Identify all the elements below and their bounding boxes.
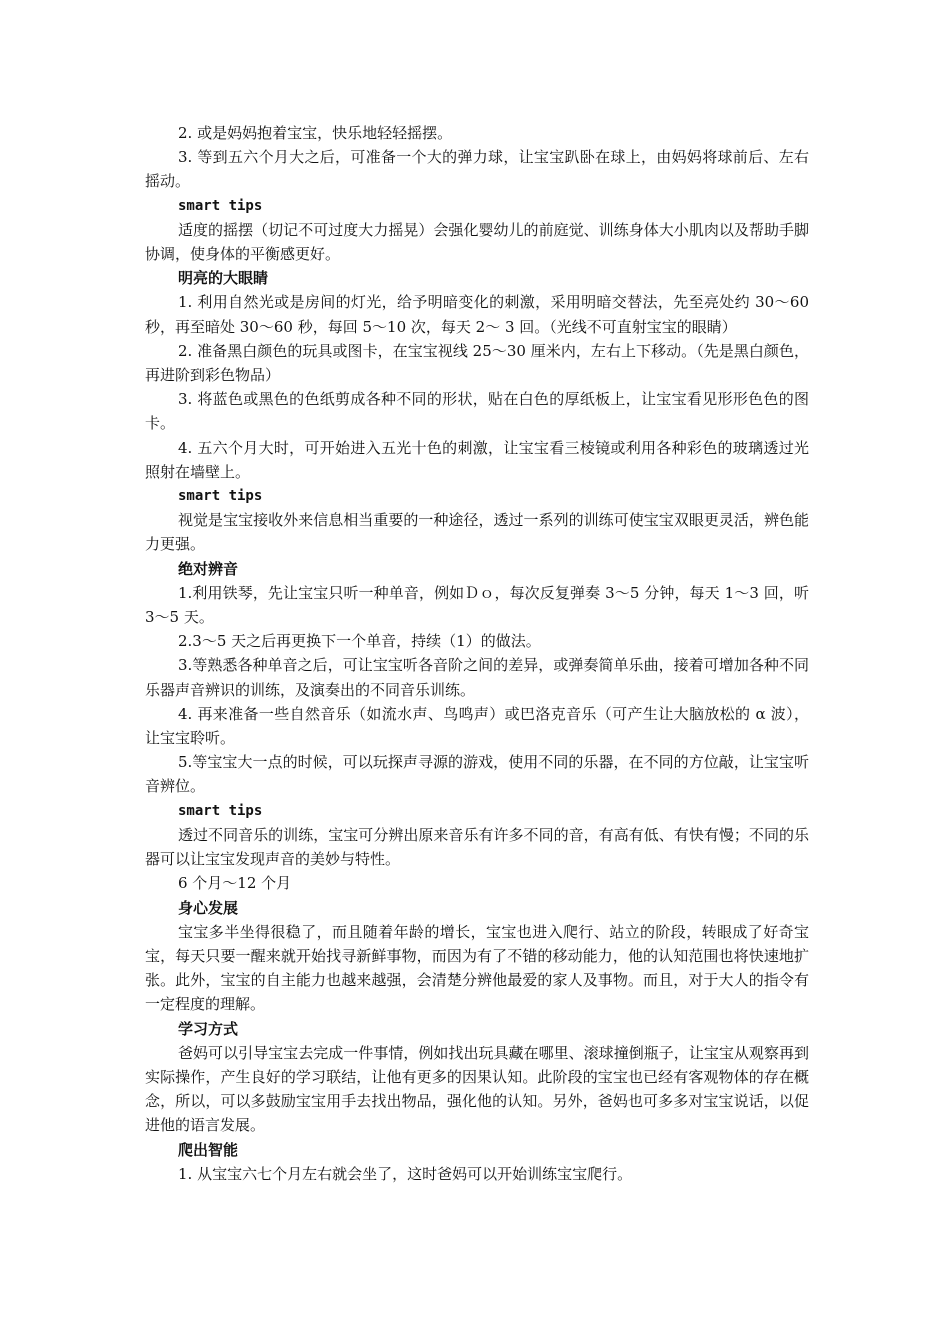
smart-tips-label: smart tips bbox=[178, 488, 263, 505]
smart-tips-label: smart tips bbox=[178, 802, 263, 819]
paragraph: 3. 等到五六个月大之后，可准备一个大的弹力球，让宝宝趴卧在球上，由妈妈将球前后、左右摇动。 bbox=[145, 148, 809, 191]
paragraph: 1. 从宝宝六七个月左右就会坐了，这时爸妈可以开始训练宝宝爬行。 bbox=[178, 1164, 633, 1183]
section-heading: 绝对辨音 bbox=[178, 559, 239, 578]
paragraph: 3.等熟悉各种单音之后，可让宝宝听各音阶之间的差异，或弹奏简单乐曲，接着可增加各种不同乐器声音辨识的训练，及演奏出的不同音乐训练。 bbox=[145, 656, 809, 699]
paragraph: 宝宝多半坐得很稳了，而且随着年龄的增长，宝宝也进入爬行、站立的阶段，转眼成了好奇宝宝，每天只要一醒来就开始找寻新鲜事物，而因为有了不错的移动能力，他的认知范围也将快速地扩张。此外，宝宝的自主能力也越来越强，会清楚分辨他最爱的家人及事物。而且，对于大人的指令有一定程度的理解。 bbox=[145, 922, 809, 1014]
paragraph: 5.等宝宝大一点的时候，可以玩探声寻源的游戏，使用不同的乐器，在不同的方位敲，让宝宝听音辨位。 bbox=[145, 753, 809, 796]
paragraph: 4. 再来准备一些自然音乐（如流水声、鸟鸣声）或巴洛克音乐（可产生让大脑放松的 α 波），让宝宝聆听。 bbox=[145, 704, 809, 748]
paragraph: 视觉是宝宝接收外来信息相当重要的一种途径，透过一系列的训练可使宝宝双眼更灵活，辨色能力更强。 bbox=[145, 511, 809, 554]
section-heading: 明亮的大眼睛 bbox=[178, 269, 269, 288]
paragraph: 透过不同音乐的训练，宝宝可分辨出原来音乐有许多不同的音，有高有低、有快有慢；不同的乐器可以让宝宝发现声音的美妙与特性。 bbox=[145, 825, 809, 869]
paragraph: 1. 利用自然光或是房间的灯光，给予明暗变化的刺激，采用明暗交替法，先至亮处约 30～60 秒，再至暗处 30～60 秒，每回 5～10 次，每天 2～ 3 回。（光线不可直射宝宝的眼睛） bbox=[145, 293, 809, 336]
paragraph: 3. 将蓝色或黑色的色纸剪成各种不同的形状，贴在白色的厚纸板上，让宝宝看见形形色色的图卡。 bbox=[145, 390, 809, 433]
section-heading: 身心发展 bbox=[178, 898, 239, 917]
paragraph: 6 个月～12 个月 bbox=[178, 874, 292, 893]
document-body bbox=[145, 121, 809, 1186]
paragraph: 4. 五六个月大时，可开始进入五光十色的刺激，让宝宝看三棱镜或利用各种彩色的玻璃透过光照射在墙壁上。 bbox=[145, 438, 809, 481]
smart-tips-label: smart tips bbox=[178, 197, 263, 214]
paragraph: 2. 或是妈妈抱着宝宝，快乐地轻轻摇摆。 bbox=[178, 124, 453, 142]
section-heading: 学习方式 bbox=[178, 1019, 239, 1038]
section-heading: 爬出智能 bbox=[178, 1140, 239, 1159]
paragraph: 适度的摇摆（切记不可过度大力摇晃）会强化婴幼儿的前庭觉、训练身体大小肌肉以及帮助手脚协调，使身体的平衡感更好。 bbox=[145, 220, 809, 264]
paragraph: 2.3～5 天之后再更换下一个单音，持续（1）的做法。 bbox=[178, 632, 541, 651]
paragraph: 2. 准备黑白颜色的玩具或图卡，在宝宝视线 25～30 厘米内，左右上下移动。（先是黑白颜色，再进阶到彩色物品） bbox=[145, 341, 809, 385]
paragraph: 爸妈可以引导宝宝去完成一件事情，例如找出玩具藏在哪里、滚球撞倒瓶子，让宝宝从观察再到实际操作，产生良好的学习联结，让他有更多的因果认知。此阶段的宝宝也已经有客观物体的存在概念，所以，可以多鼓励宝宝用手去找出物品，强化他的认知。另外，爸妈也可多多对宝宝说话，以促进他的语言发展。 bbox=[145, 1043, 809, 1135]
paragraph: 1.利用铁琴，先让宝宝只听一种单音，例如Ｄｏ，每次反复弹奏 3～5 分钟，每天 1～3 回，听 3～5 天。 bbox=[145, 583, 809, 627]
